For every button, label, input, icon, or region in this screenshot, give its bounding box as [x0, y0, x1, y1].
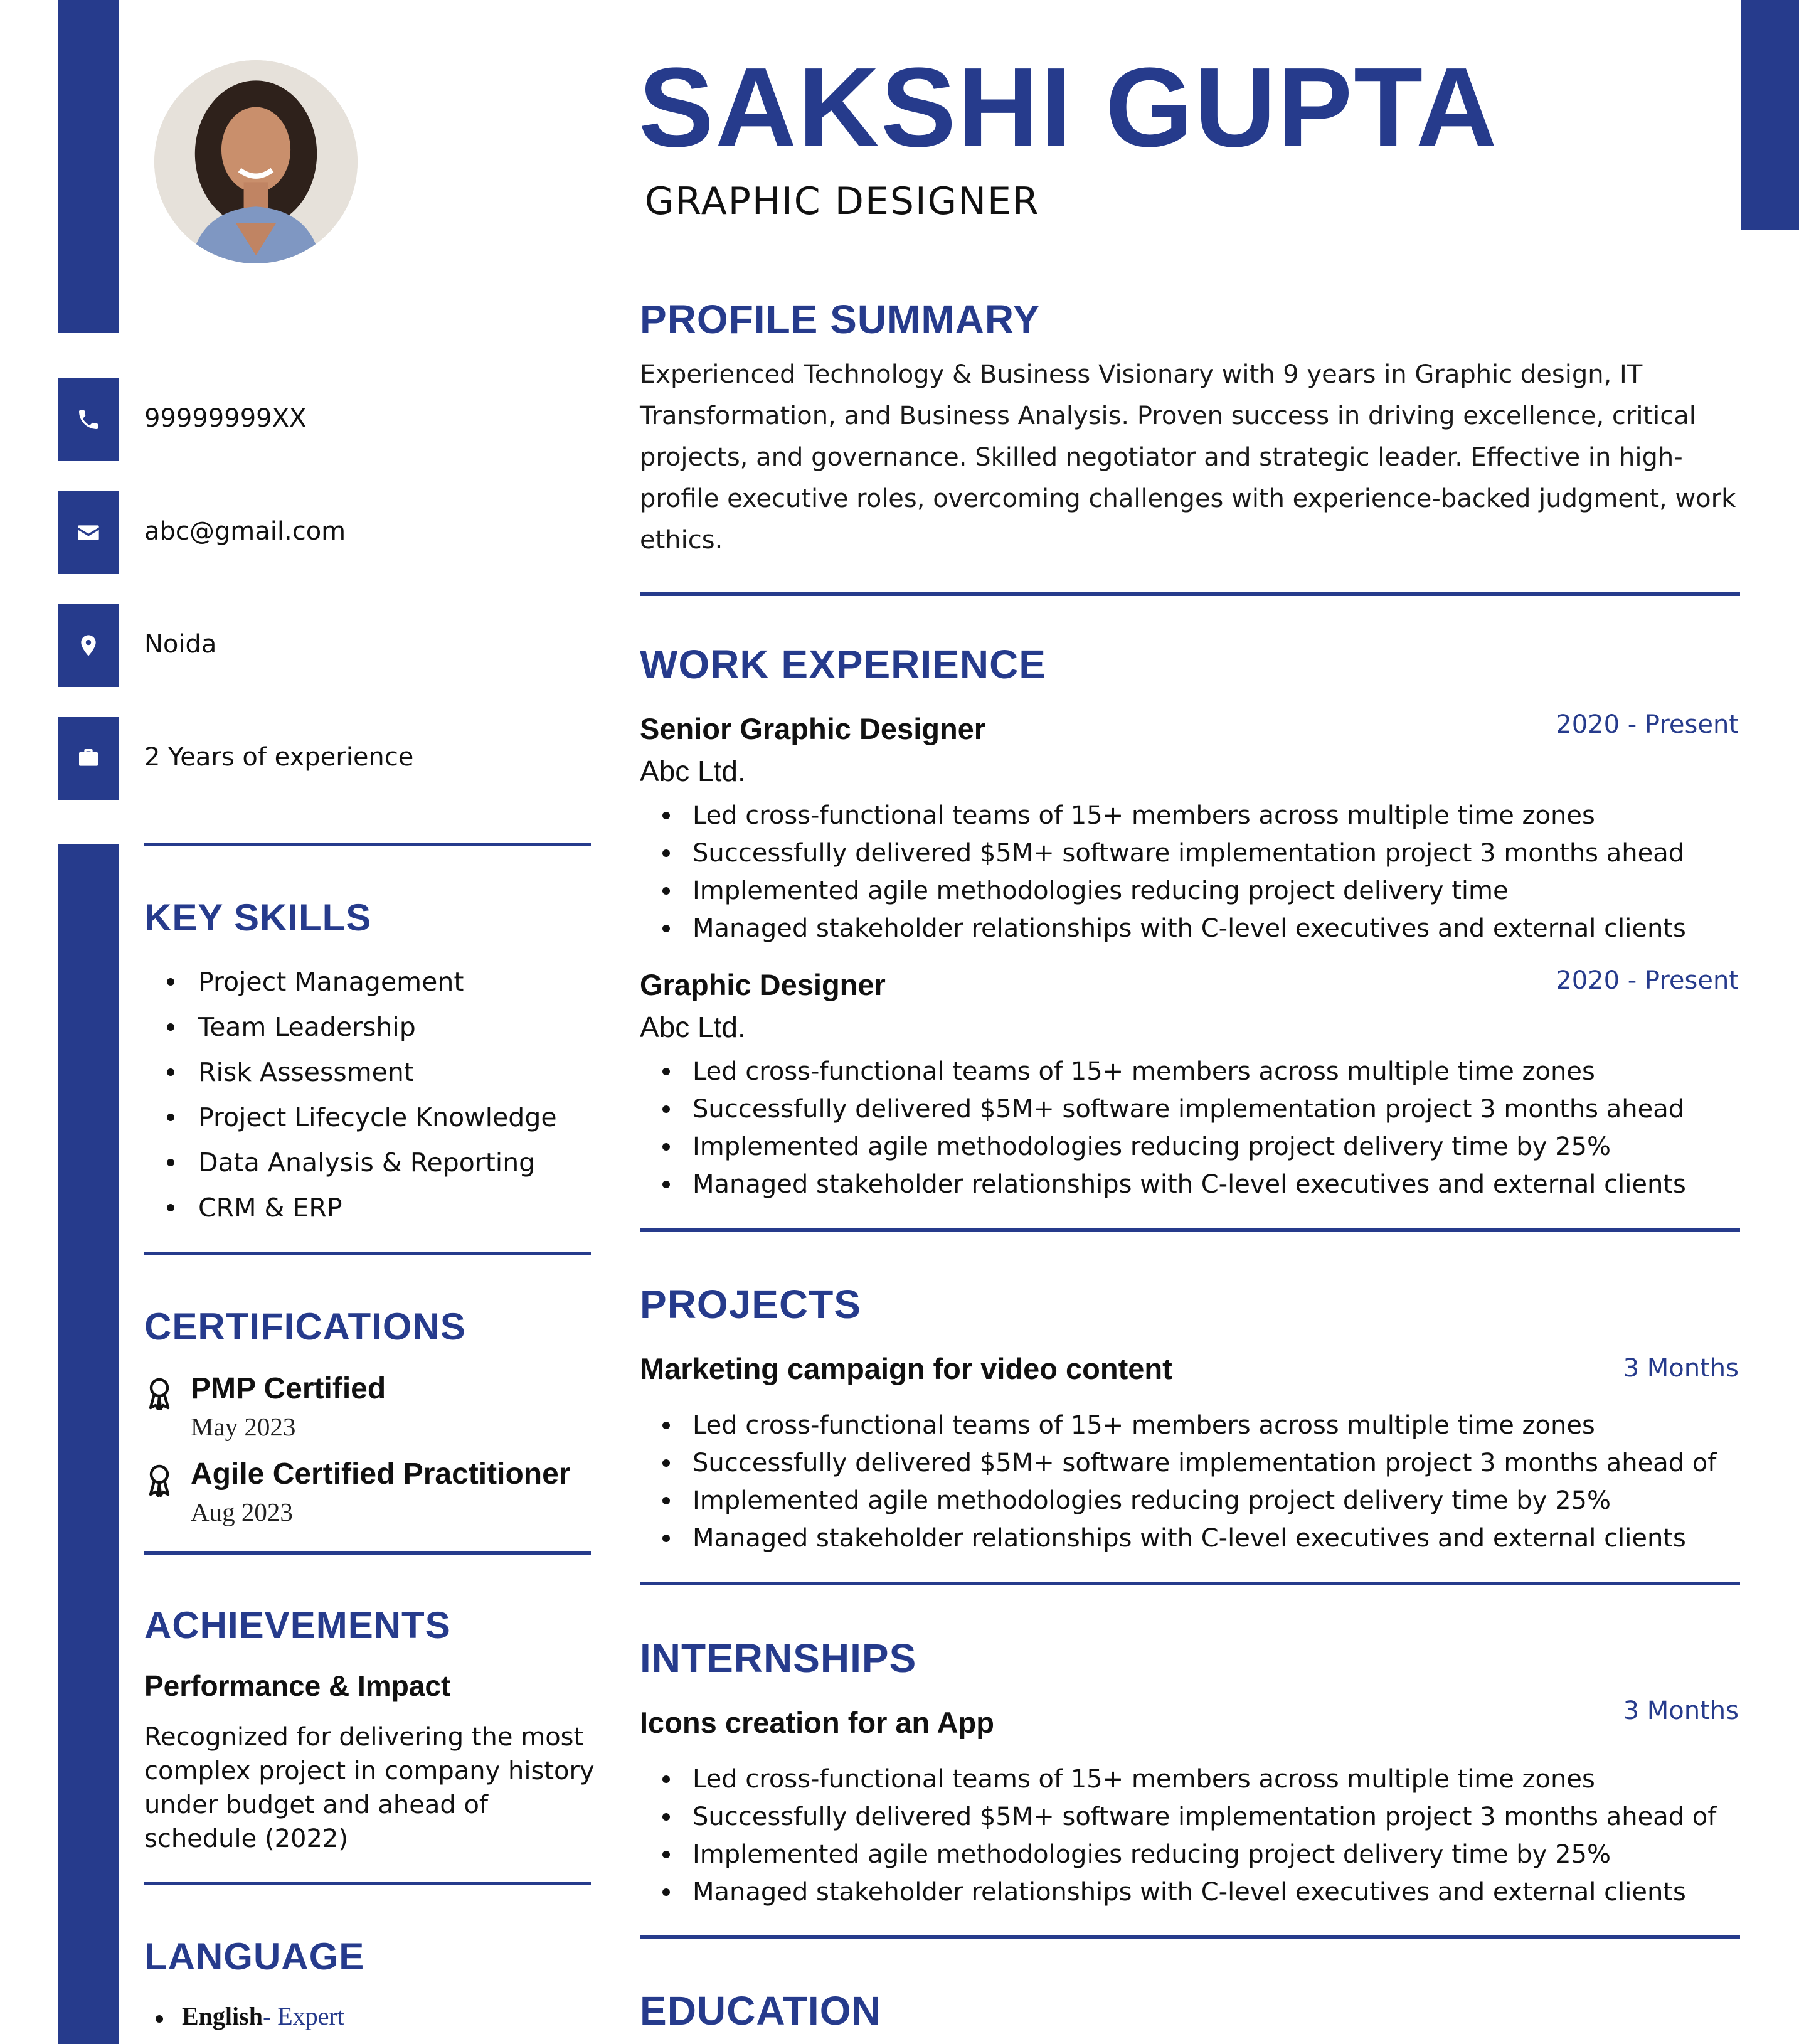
- internship-bullets: [640, 1760, 1716, 1911]
- skill-item: Data Analysis & Reporting: [144, 1144, 557, 1189]
- project-duration: 3 Months: [1623, 1354, 1739, 1383]
- bullet-dot: [156, 2015, 163, 2023]
- bullet-item: Implemented agile methodologies reducing project delivery time: [640, 872, 1686, 910]
- right-divider-3: [640, 1582, 1740, 1585]
- location: Noida: [144, 630, 217, 659]
- bullet-item: Led cross-functional teams of 15+ members across multiple time zones: [640, 1407, 1716, 1444]
- email-icon: [76, 520, 101, 545]
- education-heading: EDUCATION: [640, 1988, 881, 2033]
- achievements-heading: ACHIEVEMENTS: [144, 1604, 451, 1646]
- phone-icon-box: [58, 378, 119, 461]
- projects-heading: PROJECTS: [640, 1282, 861, 1327]
- bullet-item: Implemented agile methodologies reducing project delivery time by 25%: [640, 1836, 1716, 1873]
- skill-item: CRM & ERP: [144, 1189, 557, 1234]
- job-role: Senior Graphic Designer: [640, 712, 986, 745]
- job-bullets: [640, 1053, 1686, 1203]
- certification-date: May 2023: [191, 1412, 296, 1441]
- phone-icon: [76, 407, 101, 432]
- left-divider-1: [144, 843, 591, 846]
- job-company: Abc Ltd.: [640, 1011, 746, 1043]
- left-accent-bar-bottom: [58, 844, 119, 2044]
- language-name: English: [182, 2002, 263, 2030]
- certifications-heading: CERTIFICATIONS: [144, 1306, 466, 1348]
- achievement-description: Recognized for delivering the most complex project in company history under budget and ahead of schedule (2022): [144, 1723, 595, 1853]
- left-accent-bar-top: [58, 0, 119, 333]
- job-date: 2020 - Present: [1556, 966, 1739, 995]
- key-skills-heading: KEY SKILLS: [144, 897, 372, 939]
- internships-heading: INTERNSHIPS: [640, 1636, 917, 1681]
- skill-item: Risk Assessment: [144, 1053, 557, 1099]
- right-divider-4: [640, 1935, 1740, 1939]
- internship-title: Icons creation for an App: [640, 1706, 994, 1739]
- bullet-item: Successfully delivered $5M+ software implementation project 3 months ahead of: [640, 1444, 1716, 1482]
- phone-number: 99999999XX: [144, 404, 307, 433]
- work-experience-heading: WORK EXPERIENCE: [640, 642, 1046, 687]
- bullet-item: Implemented agile methodologies reducing project delivery time by 25%: [640, 1128, 1686, 1166]
- project-bullets: [640, 1407, 1716, 1557]
- bullet-item: Successfully delivered $5M+ software implementation project 3 months ahead: [640, 834, 1686, 872]
- certification-date: Aug 2023: [191, 1498, 293, 1526]
- email-icon-box: [58, 491, 119, 574]
- project-title: Marketing campaign for video content: [640, 1352, 1172, 1385]
- location-pin-icon: [76, 633, 101, 658]
- bullet-item: Led cross-functional teams of 15+ members across multiple time zones: [640, 797, 1686, 834]
- avatar: [154, 60, 358, 263]
- right-accent-bar: [1741, 0, 1799, 230]
- job-date: 2020 - Present: [1556, 710, 1739, 739]
- job-company: Abc Ltd.: [640, 755, 746, 787]
- bullet-item: Successfully delivered $5M+ software implementation project 3 months ahead of: [640, 1798, 1716, 1836]
- job-bullets: [640, 797, 1686, 947]
- bullet-item: Led cross-functional teams of 15+ members across multiple time zones: [640, 1053, 1686, 1090]
- award-ribbon-icon: [147, 1464, 172, 1497]
- job-title: GRAPHIC DESIGNER: [645, 179, 1040, 223]
- skill-item: Project Management: [144, 963, 557, 1008]
- right-divider-2: [640, 1228, 1740, 1232]
- bullet-item: Managed stakeholder relationships with C-level executives and external clients: [640, 1873, 1716, 1911]
- language-level: - Expert: [262, 2002, 344, 2030]
- left-divider-3: [144, 1551, 591, 1555]
- certification-title: PMP Certified: [191, 1372, 386, 1405]
- language-item: [156, 2001, 344, 2031]
- bullet-item: Implemented agile methodologies reducing project delivery time by 25%: [640, 1482, 1716, 1520]
- experience-years: 2 Years of experience: [144, 743, 414, 772]
- location-icon-box: [58, 604, 119, 687]
- certification-title: Agile Certified Practitioner: [191, 1457, 571, 1491]
- briefcase-icon: [76, 746, 101, 771]
- briefcase-icon-box: [58, 717, 119, 800]
- bullet-item: Managed stakeholder relationships with C-level executives and external clients: [640, 1520, 1716, 1557]
- bullet-item: Managed stakeholder relationships with C-level executives and external clients: [640, 910, 1686, 947]
- profile-summary-heading: PROFILE SUMMARY: [640, 297, 1041, 342]
- award-ribbon-icon: [147, 1378, 172, 1410]
- left-divider-2: [144, 1252, 591, 1255]
- skills-list: [144, 963, 557, 1234]
- skill-item: Project Lifecycle Knowledge: [144, 1099, 557, 1144]
- candidate-name: SAKSHI GUPTA: [639, 45, 1499, 171]
- internship-duration: 3 Months: [1623, 1696, 1739, 1725]
- email-address: abc@gmail.com: [144, 517, 346, 546]
- right-divider-1: [640, 592, 1740, 596]
- left-divider-4: [144, 1882, 591, 1885]
- bullet-item: Successfully delivered $5M+ software implementation project 3 months ahead: [640, 1090, 1686, 1128]
- profile-summary-text: Experienced Technology & Business Visionary with 9 years in Graphic design, IT Transformation, and Business Analysis. Proven success in driving excellence, critical projects, and governance. Skilled negotiator and strategic leader. Effective in high-profile executive roles, overcoming challenges with experience-backed judgment, work ethics.: [640, 360, 1736, 555]
- job-role: Graphic Designer: [640, 968, 886, 1001]
- language-heading: LANGUAGE: [144, 1935, 365, 1977]
- bullet-item: Led cross-functional teams of 15+ members across multiple time zones: [640, 1760, 1716, 1798]
- skill-item: Team Leadership: [144, 1008, 557, 1053]
- bullet-item: Managed stakeholder relationships with C-level executives and external clients: [640, 1166, 1686, 1203]
- achievement-title: Performance & Impact: [144, 1669, 451, 1702]
